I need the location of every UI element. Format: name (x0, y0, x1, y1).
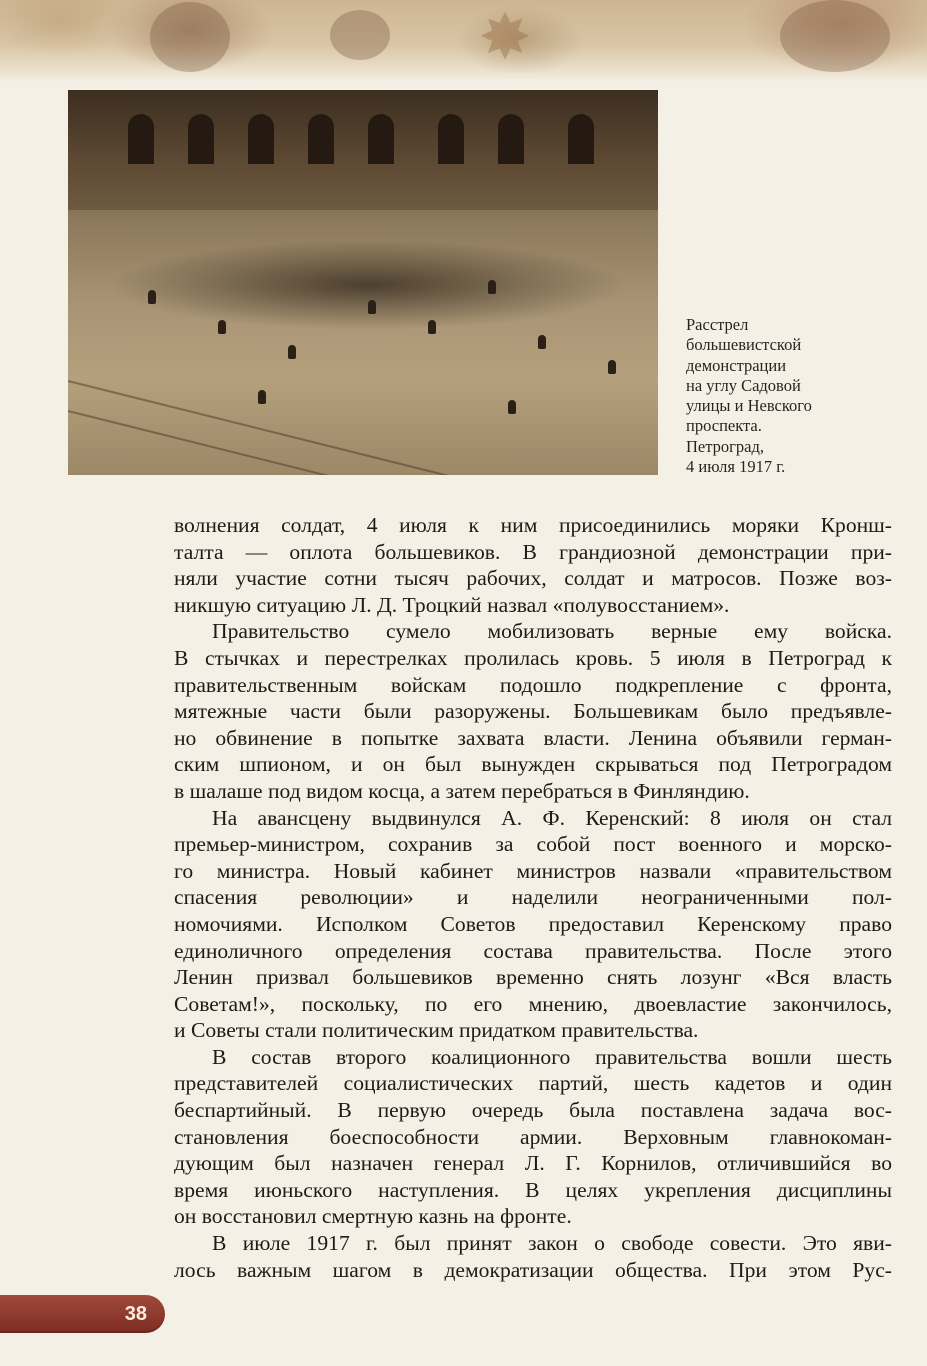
body-line: го министра. Новый кабинет министров назвали «правительством (174, 858, 892, 883)
demonstration-photo (68, 90, 658, 475)
body-text (174, 512, 892, 1283)
body-line: няли участие сотни тысяч рабочих, солдат и матросов. Позже воз- (174, 566, 892, 591)
body-line: лось важным шагом в демократизации общества. При этом Рус- (174, 1257, 892, 1282)
body-line: беспартийный. В первую очередь была поставлена задача вос- (174, 1098, 892, 1123)
caption-line: на углу Садовой (686, 375, 801, 395)
caption-line: Расстрел (686, 315, 749, 334)
body-line: мятежные части были разоружены. Большевикам было предъявле- (174, 699, 892, 724)
photo-caption (686, 315, 886, 477)
body-line: представителей социалистических партий, шесть кадетов и один (174, 1071, 892, 1096)
body-line: время июньского наступления. В целях укрепления дисциплины (174, 1177, 892, 1202)
photo-window (368, 114, 394, 164)
photo-crowd (108, 240, 628, 330)
photo-window (188, 114, 214, 164)
decorative-header-banner (0, 0, 927, 82)
body-line: Правительство сумело мобилизовать верные ему войска. (212, 619, 892, 644)
caption-line: большевистской (686, 335, 802, 355)
body-line: премьер-министром, сохранив за собой пост военного и морско- (174, 832, 892, 857)
body-line: Ленин призвал большевиков временно снять лозунг «Вся власть (174, 965, 892, 990)
body-line: В состав второго коалиционного правительства вошли шесть (212, 1044, 892, 1069)
photo-tram-track (68, 410, 658, 475)
caption-line: проспекта. (686, 416, 762, 436)
photo-person (608, 360, 616, 374)
body-line: в шалаше под видом косца, а затем перебраться в Финляндию. (174, 778, 750, 803)
photo-person (428, 320, 436, 334)
body-line: спасения революции» и наделили неограниченными пол- (174, 885, 892, 910)
page-number: 38 (124, 1303, 147, 1325)
photo-window (438, 114, 464, 164)
photo-window (248, 114, 274, 164)
photo-person (148, 290, 156, 304)
photo-person (508, 400, 516, 414)
body-line: талта — оплота большевиков. В грандиозной демонстрации при- (174, 539, 892, 564)
caption-line: демонстрации (686, 355, 787, 375)
banner-figure-left (150, 2, 230, 72)
caption-line: 4 июля 1917 г. (686, 457, 786, 477)
photo-window (128, 114, 154, 164)
photo-person (288, 345, 296, 359)
body-line: Советам!», поскольку, по его мнению, двоевластие закончилось, (174, 991, 892, 1016)
banner-figure-right (780, 0, 890, 72)
caption-line: Петроград, (686, 436, 765, 456)
photo-window (568, 114, 594, 164)
photo-person (488, 280, 496, 294)
banner-figure-center (330, 10, 390, 60)
caption-line: улицы и Невского (686, 396, 812, 416)
photo-person (258, 390, 266, 404)
body-line: становления боеспособности армии. Верховным главнокоман- (174, 1124, 892, 1149)
body-line: но обвинение в попытке захвата власти. Ленина объявили герман- (174, 725, 892, 750)
body-line: В июле 1917 г. был принят закон о свободе совести. Это яви- (212, 1231, 892, 1256)
photo-window (498, 114, 524, 164)
photo-tram-track (68, 380, 658, 475)
body-line: волнения солдат, 4 июля к ним присоединились моряки Кронш- (174, 513, 892, 537)
body-line: дующим был назначен генерал Л. Г. Корнилов, отличившийся во (174, 1151, 892, 1176)
body-line: ским шпионом, и он был вынужден скрываться под Петроградом (174, 752, 892, 777)
photo-person (218, 320, 226, 334)
body-line: В стычках и перестрелках пролилась кровь. 5 июля в Петроград к (174, 645, 892, 670)
body-line: и Советы стали политическим придатком правительства. (174, 1018, 699, 1043)
body-line: правительственным войскам подошло подкрепление с фронта, (174, 672, 892, 697)
page-number-tab (0, 1295, 165, 1333)
photo-person (538, 335, 546, 349)
body-line: единоличного определения состава правительства. После этого (174, 938, 892, 963)
body-line: На авансцену выдвинулся А. Ф. Керенский: 8 июля он стал (212, 805, 892, 830)
photo-person (368, 300, 376, 314)
photo-window (308, 114, 334, 164)
body-line: он восстановил смертную казнь на фронте. (174, 1204, 572, 1229)
photo-building-facade (68, 90, 658, 210)
body-line: номочиями. Исполком Советов предоставил Керенскому право (174, 911, 892, 936)
order-star-emblem: ✸ (478, 1, 532, 75)
body-line: никшую ситуацию Л. Д. Троцкий назвал «полувосстанием». (174, 592, 730, 617)
